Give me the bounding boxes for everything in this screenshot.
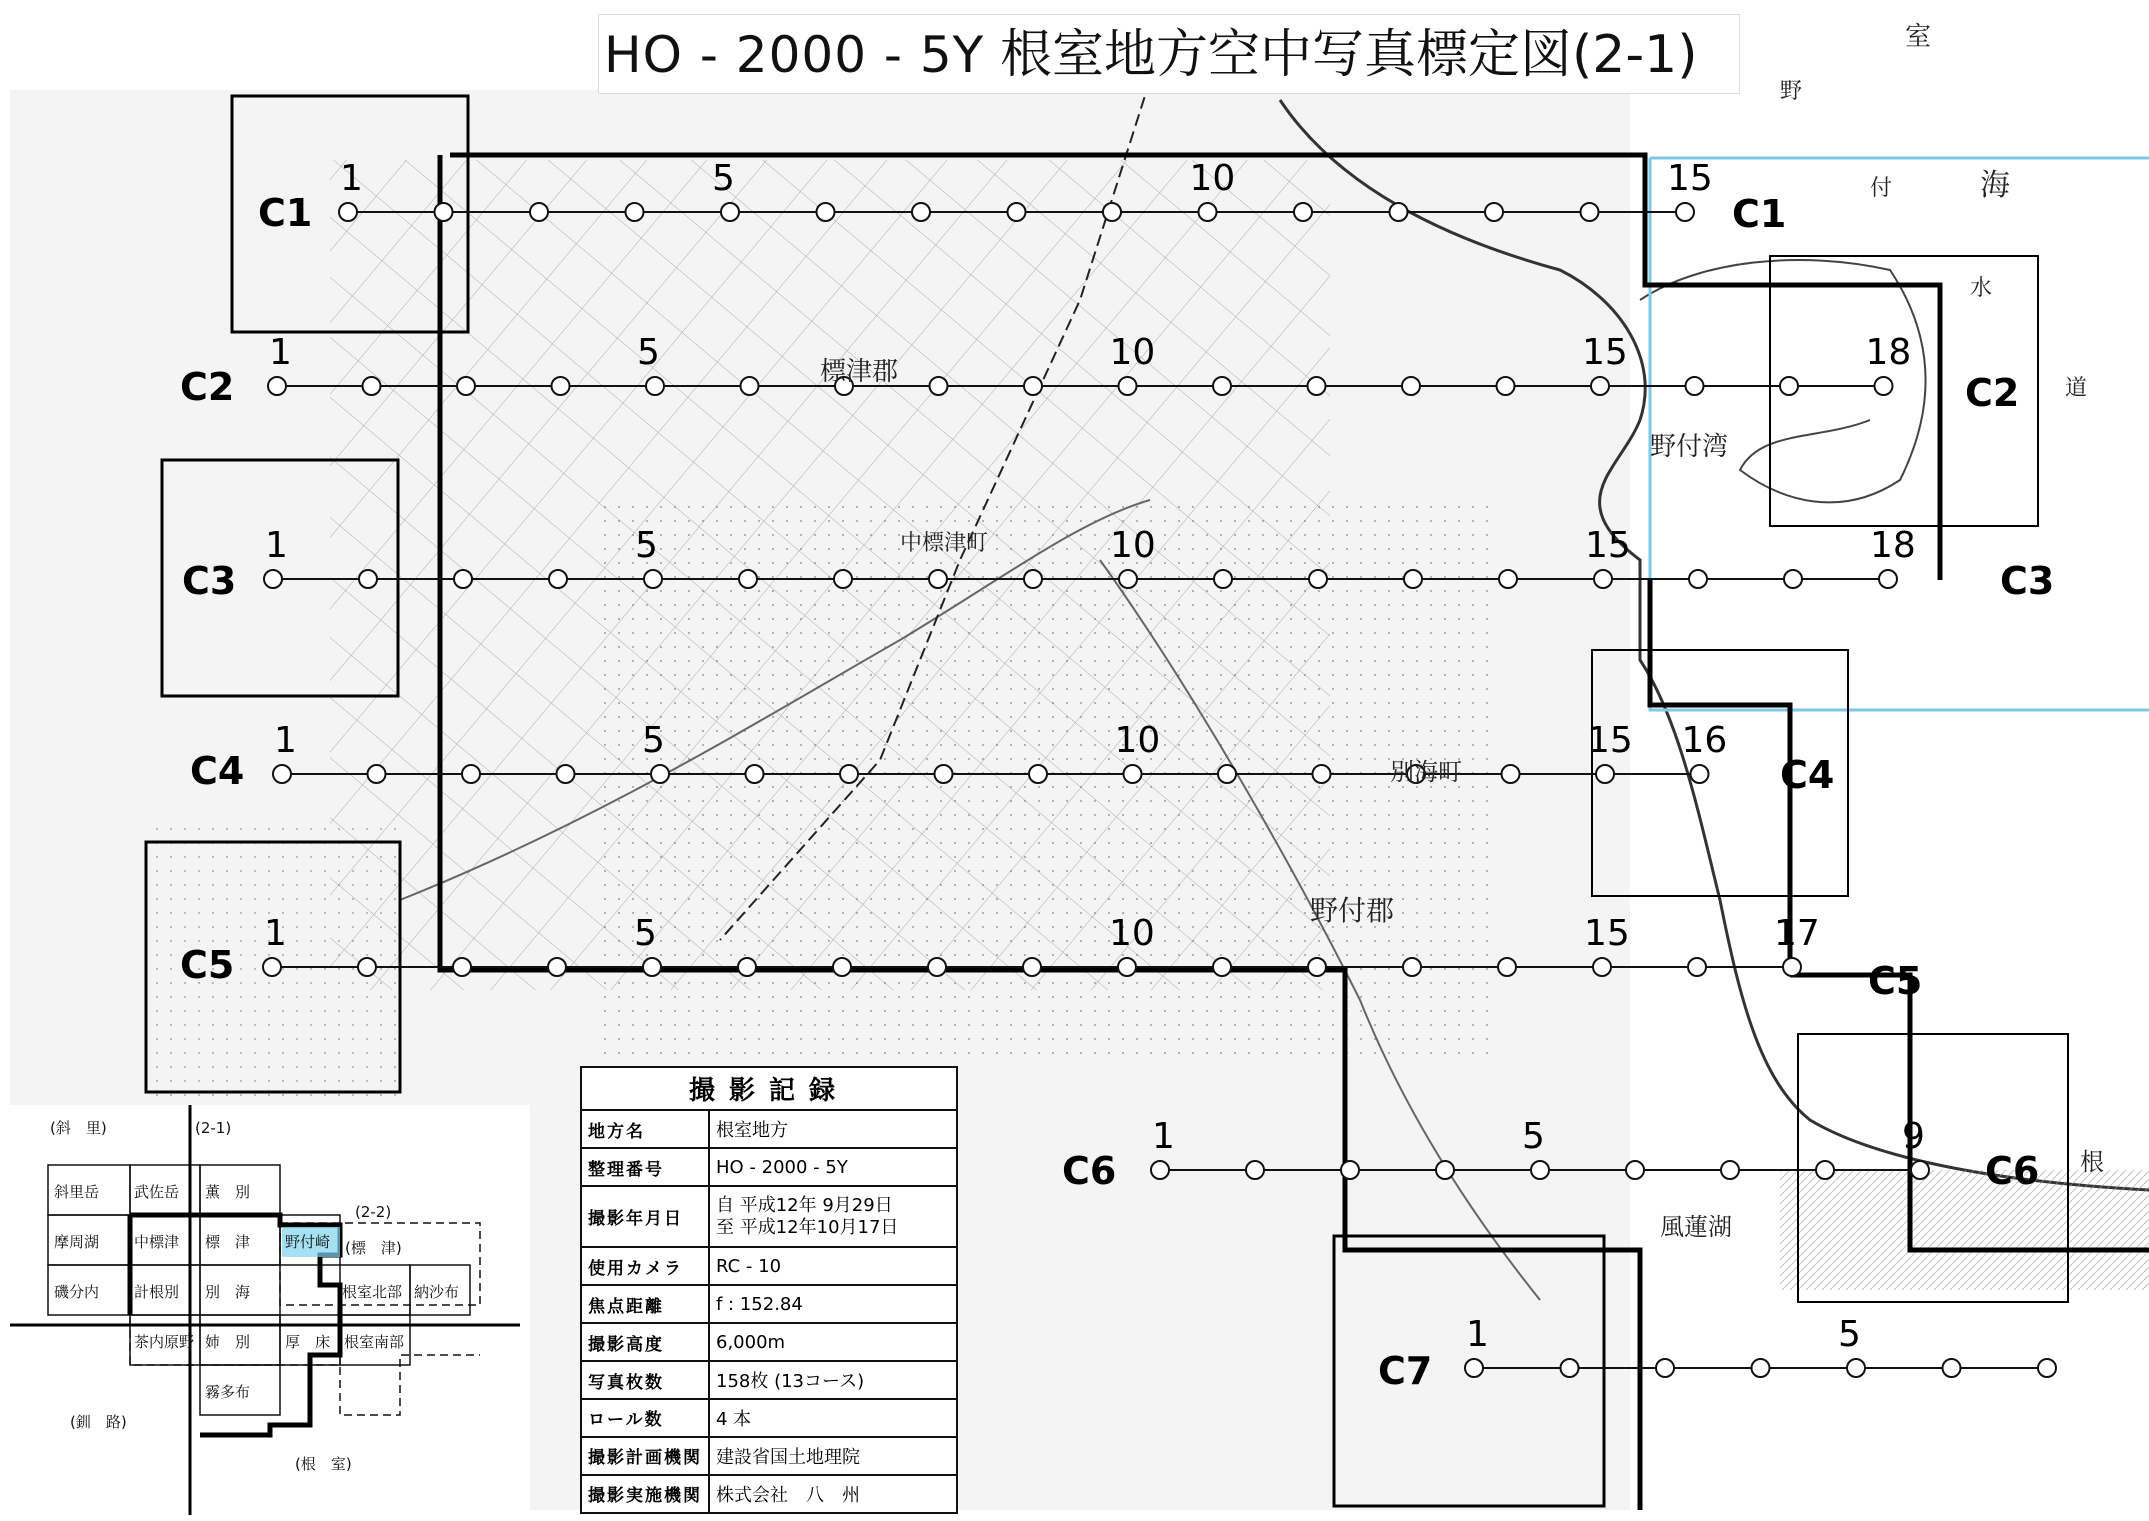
index-cell: 斜里岳 (54, 1183, 100, 1201)
photo-center-point (1404, 570, 1422, 588)
photo-center-point (1688, 958, 1706, 976)
record-key: 整理番号 (581, 1148, 709, 1186)
photo-center-point (1626, 1161, 1644, 1179)
photo-center-point (834, 570, 852, 588)
photo-center-point (273, 765, 291, 783)
index-cell: 別 海 (205, 1283, 251, 1301)
record-value: 建設省国土地理院 (709, 1437, 957, 1475)
photo-number-label: 1 (1466, 1314, 1489, 1355)
photo-center-point (548, 958, 566, 976)
photo-center-point (1847, 1359, 1865, 1377)
photo-number-label: 15 (1584, 913, 1630, 954)
photo-center-point (739, 570, 757, 588)
record-value: f : 152.84 (709, 1285, 957, 1323)
photo-number-label: 15 (1587, 720, 1633, 761)
index-cell: 霧多布 (205, 1383, 251, 1401)
record-row (581, 1247, 957, 1285)
photo-center-point (746, 765, 764, 783)
photo-center-point (454, 570, 472, 588)
photo-center-point (1691, 765, 1709, 783)
photo-center-point (1214, 570, 1232, 588)
photo-number-label: 5 (1838, 1314, 1861, 1355)
course-end-label: C4 (1780, 753, 1835, 797)
photo-center-point (935, 765, 953, 783)
photo-center-point (1308, 958, 1326, 976)
photo-number-label: 18 (1870, 525, 1916, 566)
index-bottom-mid: (根 室) (295, 1455, 352, 1473)
record-row (581, 1475, 957, 1513)
photo-number-label: 10 (1109, 913, 1155, 954)
photo-center-point (368, 765, 386, 783)
photo-center-point (1119, 377, 1137, 395)
record-key: 撮影計画機関 (581, 1437, 709, 1475)
photo-center-point (1686, 377, 1704, 395)
record-value: 6,000m (709, 1323, 957, 1361)
photo-center-point (1151, 1161, 1169, 1179)
index-cell: 納沙布 (414, 1283, 460, 1301)
photo-center-point (1689, 570, 1707, 588)
photo-center-point (549, 570, 567, 588)
photo-number-label: 1 (269, 332, 292, 373)
record-key: 地方名 (581, 1110, 709, 1148)
photo-center-point (817, 203, 835, 221)
photo-number-label: 15 (1667, 158, 1713, 199)
photo-center-point (1124, 765, 1142, 783)
index-right-mid: (2-2) (355, 1203, 392, 1221)
photo-center-point (1497, 377, 1515, 395)
photo-center-point (1596, 765, 1614, 783)
record-key: 写真枚数 (581, 1361, 709, 1399)
photo-center-point (738, 958, 756, 976)
photo-center-point (1309, 570, 1327, 588)
index-cell: 厚 床 (285, 1333, 331, 1351)
index-cell: 中標津 (134, 1233, 180, 1251)
photo-number-label: 5 (712, 158, 735, 199)
photo-center-point (1502, 765, 1520, 783)
photo-center-point (530, 203, 548, 221)
photo-center-point (1752, 1359, 1770, 1377)
photo-center-point (1591, 377, 1609, 395)
photo-center-point (359, 570, 377, 588)
photo-center-point (1465, 1359, 1483, 1377)
photo-number-label: 5 (1522, 1116, 1545, 1157)
course-label: C6 (1062, 1149, 1117, 1193)
lake-label: 風蓮湖 (1660, 1213, 1732, 1241)
photo-center-point (457, 377, 475, 395)
index-top-mid: (2-1) (195, 1119, 232, 1137)
photo-center-point (721, 203, 739, 221)
record-key: 使用カメラ (581, 1247, 709, 1285)
photo-number-label: 16 (1681, 720, 1728, 761)
sea-label-do: 道 (2065, 376, 2088, 401)
sea-label-umi: 海 (1980, 168, 2010, 203)
photo-center-point (651, 765, 669, 783)
photo-number-label: 18 (1865, 332, 1912, 373)
photo-center-point (840, 765, 858, 783)
photo-center-point (1199, 203, 1217, 221)
photo-number-label: 10 (1114, 720, 1161, 761)
sea-label-shitsu: 室 (1905, 22, 1932, 52)
photo-center-point (268, 377, 286, 395)
photo-number-label: 5 (637, 332, 660, 373)
index-cell: 薫 別 (205, 1183, 251, 1201)
index-cell: 姉 別 (205, 1333, 251, 1351)
photo-center-point (929, 570, 947, 588)
photo-center-point (1911, 1161, 1929, 1179)
photo-number-label: 1 (1152, 1116, 1175, 1157)
photo-center-point (1213, 958, 1231, 976)
bay-label: 野付湾 (1650, 432, 1729, 462)
record-row (581, 1110, 957, 1148)
photo-center-point (1581, 203, 1599, 221)
course-label: C5 (180, 943, 235, 987)
photo-center-point (1721, 1161, 1739, 1179)
sea-label-no: 野 (1780, 79, 1803, 104)
course-label: C7 (1378, 1349, 1433, 1393)
sea-label-sui: 水 (1970, 276, 1993, 301)
record-row (581, 1148, 957, 1186)
photo-center-point (1676, 203, 1694, 221)
lake-area (1780, 1170, 2149, 1290)
index-cell: 茶内原野 (134, 1333, 195, 1351)
photo-center-point (1780, 377, 1798, 395)
photo-number-label: 10 (1189, 158, 1236, 199)
index-cell: 根室南部 (344, 1333, 405, 1351)
index-map (10, 1105, 530, 1515)
photo-center-point (363, 377, 381, 395)
record-key: ロール数 (581, 1399, 709, 1437)
photo-center-point (1103, 203, 1121, 221)
photo-center-point (1594, 570, 1612, 588)
course-label: C4 (190, 749, 245, 793)
photo-number-label: 9 (1902, 1116, 1925, 1157)
photo-center-point (263, 958, 281, 976)
index-cell: 武佐岳 (134, 1183, 180, 1201)
photo-center-point (1029, 765, 1047, 783)
photo-center-point (1341, 1161, 1359, 1179)
photo-center-point (626, 203, 644, 221)
course-label: C2 (180, 365, 235, 409)
record-heading: 撮影記録 (581, 1067, 957, 1110)
index-top-left: (斜 里) (50, 1119, 107, 1137)
index-bottom-left: (釧 路) (70, 1413, 127, 1431)
photo-number-label: 5 (635, 525, 658, 566)
photo-center-point (1024, 377, 1042, 395)
dotted-field (600, 500, 1500, 1060)
course-label: C1 (258, 191, 313, 235)
course-end-label: C3 (2000, 559, 2055, 603)
sea-label-tsuke: 付 (1870, 176, 1893, 201)
photo-center-point (2038, 1359, 2056, 1377)
photo-center-point (1023, 958, 1041, 976)
photo-center-point (1402, 377, 1420, 395)
photo-number-label: 5 (642, 720, 665, 761)
photo-center-point (1593, 958, 1611, 976)
index-cell: 磯分内 (54, 1283, 100, 1301)
title-code: HO - 2000 - 5Y (604, 26, 985, 84)
photo-center-point (1499, 570, 1517, 588)
map-title: 根室地方空中写真標定図(2-1) (1000, 25, 1698, 85)
record-value: 株式会社 八 州 (709, 1475, 957, 1513)
photo-center-point (557, 765, 575, 783)
course-end-label: C5 (1868, 959, 1923, 1003)
record-key: 撮影年月日 (581, 1186, 709, 1247)
record-row (581, 1186, 957, 1247)
photo-center-point (1485, 203, 1503, 221)
photo-center-point (1531, 1161, 1549, 1179)
photo-center-point (462, 765, 480, 783)
photo-center-point (1783, 958, 1801, 976)
photo-center-point (1118, 958, 1136, 976)
index-cell: 根室北部 (342, 1283, 403, 1301)
record-key: 撮影実施機関 (581, 1475, 709, 1513)
record-key: 撮影高度 (581, 1323, 709, 1361)
photo-number-label: 1 (274, 720, 297, 761)
photo-number-label: 15 (1582, 332, 1628, 373)
photo-center-point (1436, 1161, 1454, 1179)
photo-center-point (1879, 570, 1897, 588)
photo-center-point (928, 958, 946, 976)
sea-label-ne: 根 (2080, 1148, 2104, 1176)
photo-center-point (1308, 377, 1326, 395)
photo-center-point (453, 958, 471, 976)
photo-center-point (741, 377, 759, 395)
photo-center-point (1816, 1161, 1834, 1179)
course-end-label: C6 (1985, 1149, 2040, 1193)
index-cell: 計根別 (134, 1283, 180, 1301)
photo-center-point (1313, 765, 1331, 783)
record-row (581, 1323, 957, 1361)
record-value: 4 本 (709, 1399, 957, 1437)
photo-record-table (580, 1066, 958, 1514)
photo-center-point (358, 958, 376, 976)
photo-number-label: 17 (1774, 913, 1820, 954)
photo-center-point (643, 958, 661, 976)
record-row (581, 1399, 957, 1437)
record-value (709, 1186, 957, 1247)
town-label-betsukai: 別海町 (1390, 758, 1462, 786)
photo-center-point (1390, 203, 1408, 221)
town-label-nakashibetsu: 中標津町 (900, 531, 989, 556)
district-label-notsuke: 野付郡 (1310, 894, 1395, 927)
index-cell: 摩周湖 (54, 1233, 100, 1251)
photo-center-point (1784, 570, 1802, 588)
photo-center-point (435, 203, 453, 221)
record-key: 焦点距離 (581, 1285, 709, 1323)
photo-center-point (1875, 377, 1893, 395)
index-right-label: (標 津) (345, 1239, 402, 1257)
photo-number-label: 1 (265, 525, 288, 566)
index-cell: 野付崎 (285, 1233, 331, 1251)
record-date-to: 至 平成12年10月17日 (716, 1216, 899, 1238)
photo-center-point (1119, 570, 1137, 588)
photo-center-point (646, 377, 664, 395)
photo-center-point (1218, 765, 1236, 783)
photo-center-point (930, 377, 948, 395)
photo-number-label: 5 (634, 913, 657, 954)
record-value: HO - 2000 - 5Y (709, 1148, 957, 1186)
photo-number-label: 10 (1110, 525, 1156, 566)
record-row (581, 1437, 957, 1475)
photo-center-point (1561, 1359, 1579, 1377)
photo-number-label: 15 (1585, 525, 1631, 566)
photo-center-point (912, 203, 930, 221)
district-label-shibetsu: 標津郡 (820, 357, 899, 387)
photo-center-point (833, 958, 851, 976)
photo-center-point (1008, 203, 1026, 221)
record-row (581, 1285, 957, 1323)
photo-center-point (1294, 203, 1312, 221)
photo-center-point (1024, 570, 1042, 588)
photo-center-point (1213, 377, 1231, 395)
photo-center-point (1403, 958, 1421, 976)
photo-center-point (1498, 958, 1516, 976)
photo-center-point (1943, 1359, 1961, 1377)
photo-center-point (1246, 1161, 1264, 1179)
photo-center-point (644, 570, 662, 588)
index-cell: 標 津 (205, 1233, 251, 1251)
photo-center-point (552, 377, 570, 395)
record-value: 根室地方 (709, 1110, 957, 1148)
course-end-label: C1 (1732, 192, 1787, 236)
photo-center-point (1656, 1359, 1674, 1377)
course-end-label: C2 (1965, 371, 2020, 415)
course-label: C3 (182, 559, 237, 603)
record-value: RC - 10 (709, 1247, 957, 1285)
photo-center-point (339, 203, 357, 221)
photo-number-label: 1 (340, 158, 363, 199)
photo-number-label: 1 (264, 913, 287, 954)
photo-number-label: 10 (1109, 332, 1156, 373)
record-date-from: 自 平成12年 9月29日 (716, 1194, 893, 1216)
record-row (581, 1361, 957, 1399)
photo-center-point (264, 570, 282, 588)
record-value: 158枚 (13コース) (709, 1361, 957, 1399)
